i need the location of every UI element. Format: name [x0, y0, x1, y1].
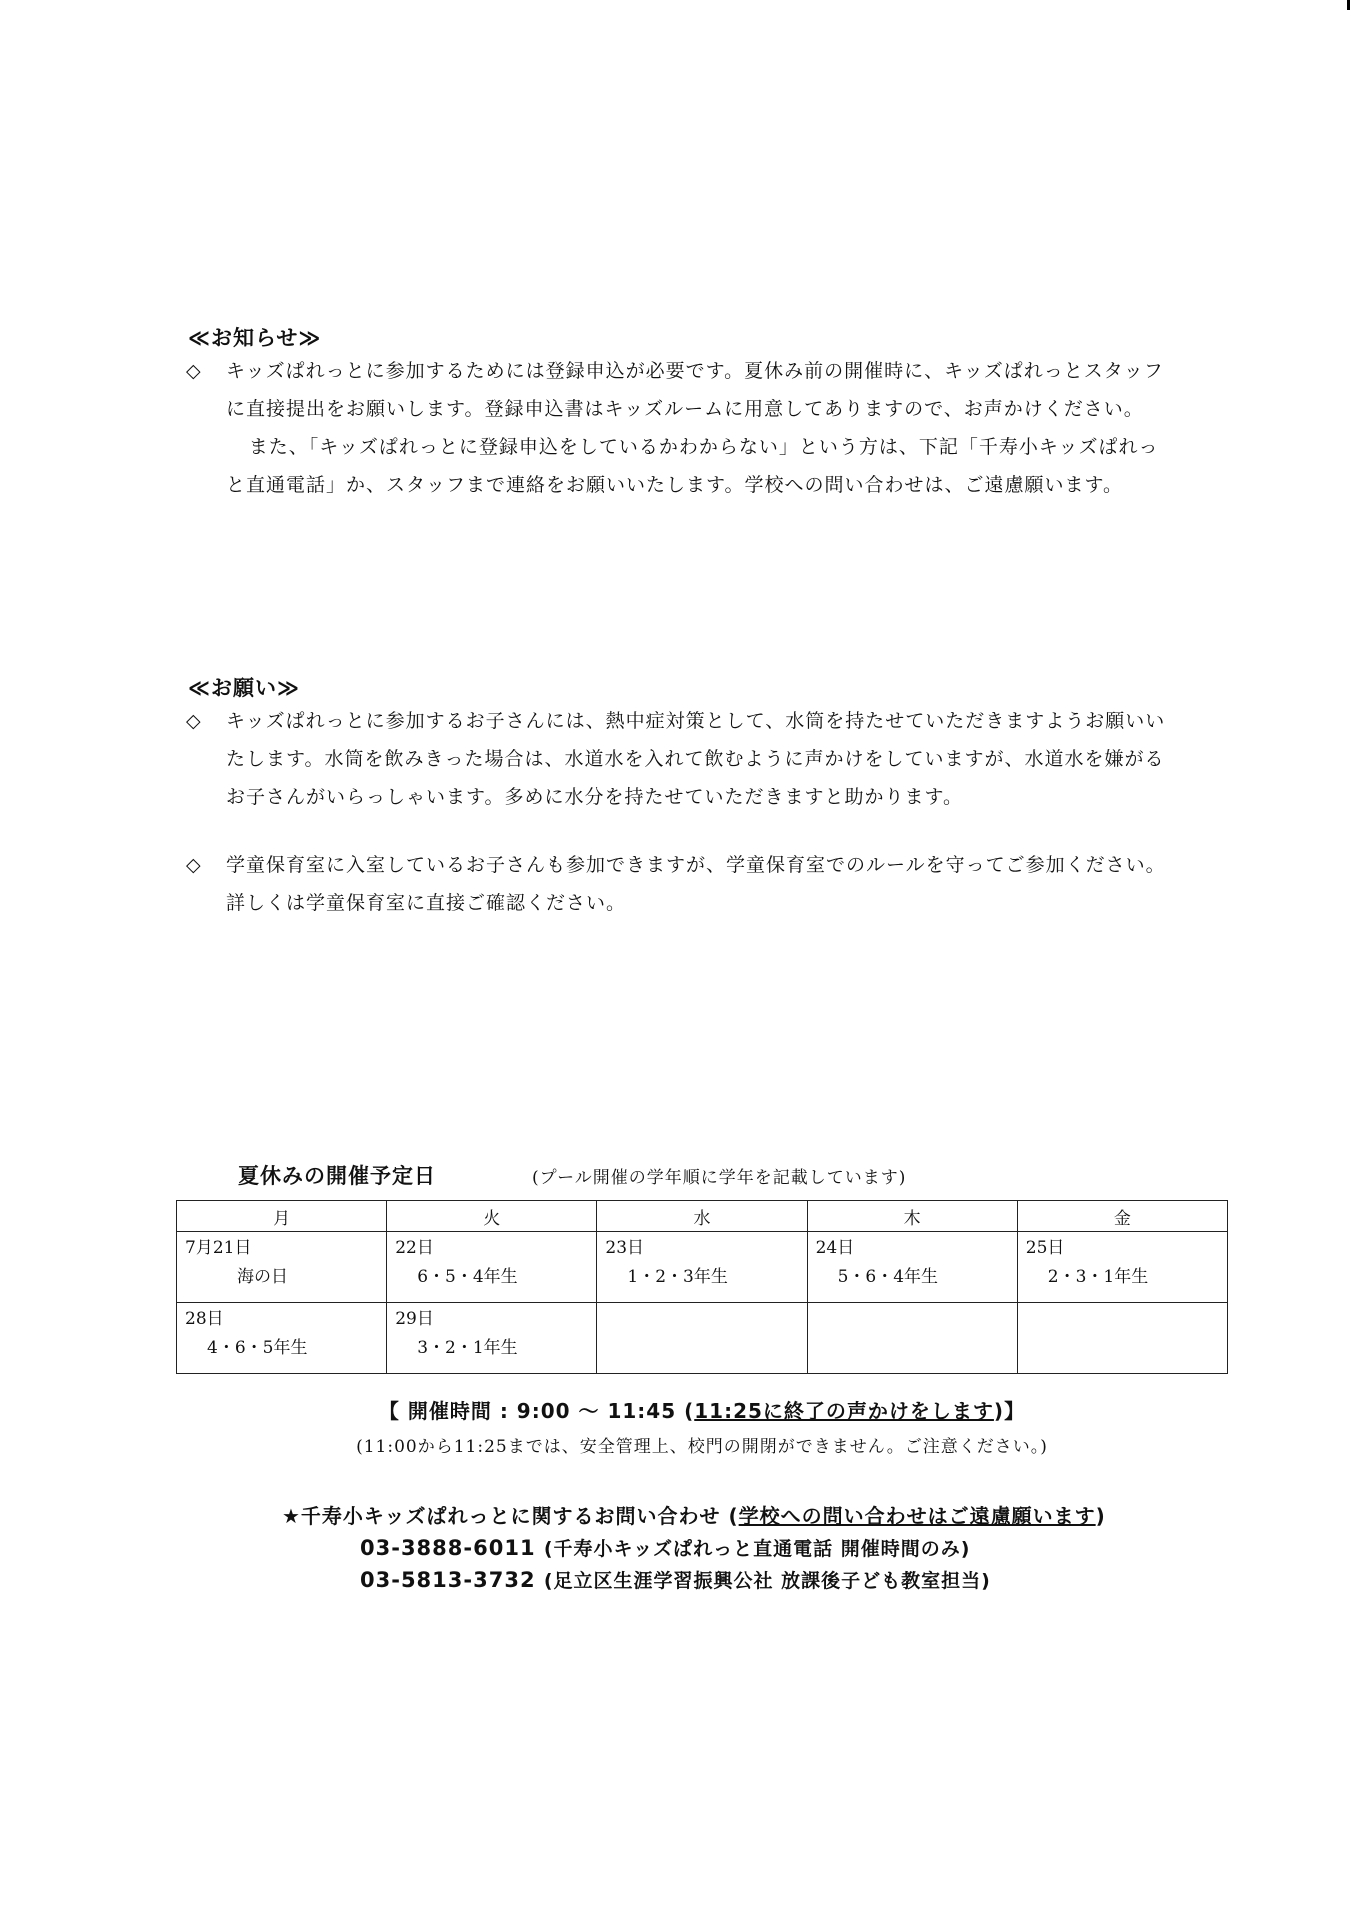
phone-number-2: 03-5813-3732 [360, 1568, 536, 1592]
cell-date: 25日 [1025, 1238, 1065, 1258]
school-inquiry-warning: 学校への問い合わせはご遠慮願います [738, 1504, 1096, 1528]
weekday-tue: 火 [387, 1201, 597, 1232]
diamond-bullet-icon: ◇ [186, 710, 202, 732]
request-paragraph-1: キッズぱれっとに参加するお子さんには、熱中症対策として、水筒を持たせていただきますようお願いいたします。水筒を飲みきった場合は、水道水を入れて飲むように声かけをしていますが、水道水を嫌がるお子さんがいらっしゃいます。多めに水分を持たせていただきますと助かります。 [226, 710, 1166, 808]
contact-lead-close: ) [1095, 1504, 1106, 1528]
request-item-2 [186, 846, 1168, 922]
schedule-calendar [176, 1200, 1228, 1374]
cell-date: 23日 [605, 1238, 645, 1258]
weekday-thu: 木 [807, 1201, 1017, 1232]
calendar-cell-empty [597, 1303, 807, 1374]
cell-event: 4・6・5年生 [207, 1338, 308, 1358]
cell-event: 2・3・1年生 [1047, 1267, 1149, 1287]
request-heading: ≪お願い≫ [188, 676, 300, 700]
notice-paragraph-1: キッズぱれっとに参加するためには登録申込が必要です。夏休み前の開催時に、キッズぱれっとスタッフに直接提出をお願いします。登録申込書はキッズルームに用意してありますので、お声かけください。 [226, 360, 1164, 420]
request-body [186, 702, 1168, 922]
contact-phone-1 [360, 1534, 970, 1561]
notice-paragraph-2: また、「キッズぱれっとに登録申込をしているかわからない」という方は、下記「千寿小キッズぱれっと直通電話」か、スタッフまで連絡をお願いいたします。学校への問い合わせは、ご遠慮願います。 [226, 436, 1159, 496]
schedule-note: (プール開催の学年順に学年を記載しています) [532, 1168, 907, 1188]
week-row-1 [177, 1232, 1228, 1303]
calendar-cell-empty [807, 1303, 1017, 1374]
cell-date: 29日 [395, 1309, 434, 1329]
cell-date: 24日 [815, 1238, 855, 1258]
phone-number-1: 03-3888-6011 [360, 1536, 536, 1560]
calendar-cell-empty [1017, 1303, 1227, 1374]
opening-hours-close: )】 [993, 1399, 1026, 1423]
calendar-cell [1017, 1232, 1227, 1303]
diamond-bullet-icon: ◇ [186, 854, 202, 876]
notice-body [186, 352, 1168, 504]
calendar-cell [597, 1232, 807, 1303]
gate-notice: (11:00から11:25までは、安全管理上、校門の開閉ができません。ご注意ください。) [356, 1437, 1048, 1457]
cell-event: 6・5・4年生 [417, 1267, 518, 1287]
cell-event: 海の日 [237, 1267, 288, 1287]
contact-phone-2 [360, 1566, 991, 1593]
calendar-cell [387, 1232, 597, 1303]
weekday-wed: 水 [597, 1201, 807, 1232]
contact-lead-text: ★千寿小キッズぱれっとに関するお問い合わせ ( [282, 1504, 739, 1528]
contact-lead [282, 1500, 1222, 1529]
phone-note-2: (足立区生涯学習振興公社 放課後子ども教室担当) [543, 1570, 991, 1592]
diamond-bullet-icon: ◇ [186, 360, 202, 382]
scan-mark [1347, 0, 1350, 10]
cell-event: 5・6・4年生 [837, 1267, 939, 1287]
calendar-cell [177, 1232, 387, 1303]
cell-date: 28日 [185, 1309, 224, 1329]
weekday-mon: 月 [177, 1201, 387, 1232]
schedule-title: 夏休みの開催予定日 [238, 1164, 436, 1188]
cell-date: 7月21日 [185, 1238, 252, 1258]
notice-item [186, 352, 1168, 504]
opening-hours [176, 1395, 1228, 1424]
cell-date: 22日 [395, 1238, 434, 1258]
notice-heading: ≪お知らせ≫ [188, 326, 322, 350]
week-row-2 [177, 1303, 1228, 1374]
request-item-1 [186, 702, 1168, 816]
calendar-cell [387, 1303, 597, 1374]
opening-hours-text: 【 開催時間 : 9:00 ～ 11:45 ( [378, 1399, 695, 1423]
closing-call-text: 11:25に終了の声かけをします [694, 1399, 994, 1423]
cell-event: 1・2・3年生 [627, 1267, 728, 1287]
weekday-header-row [177, 1201, 1228, 1232]
phone-note-1: (千寿小キッズぱれっと直通電話 開催時間のみ) [543, 1538, 971, 1560]
request-paragraph-2: 学童保育室に入室しているお子さんも参加できますが、学童保育室でのルールを守ってご参加ください。詳しくは学童保育室に直接ご確認ください。 [226, 854, 1166, 914]
calendar-cell [807, 1232, 1017, 1303]
calendar-cell [177, 1303, 387, 1374]
cell-event: 3・2・1年生 [417, 1338, 518, 1358]
weekday-fri: 金 [1017, 1201, 1227, 1232]
